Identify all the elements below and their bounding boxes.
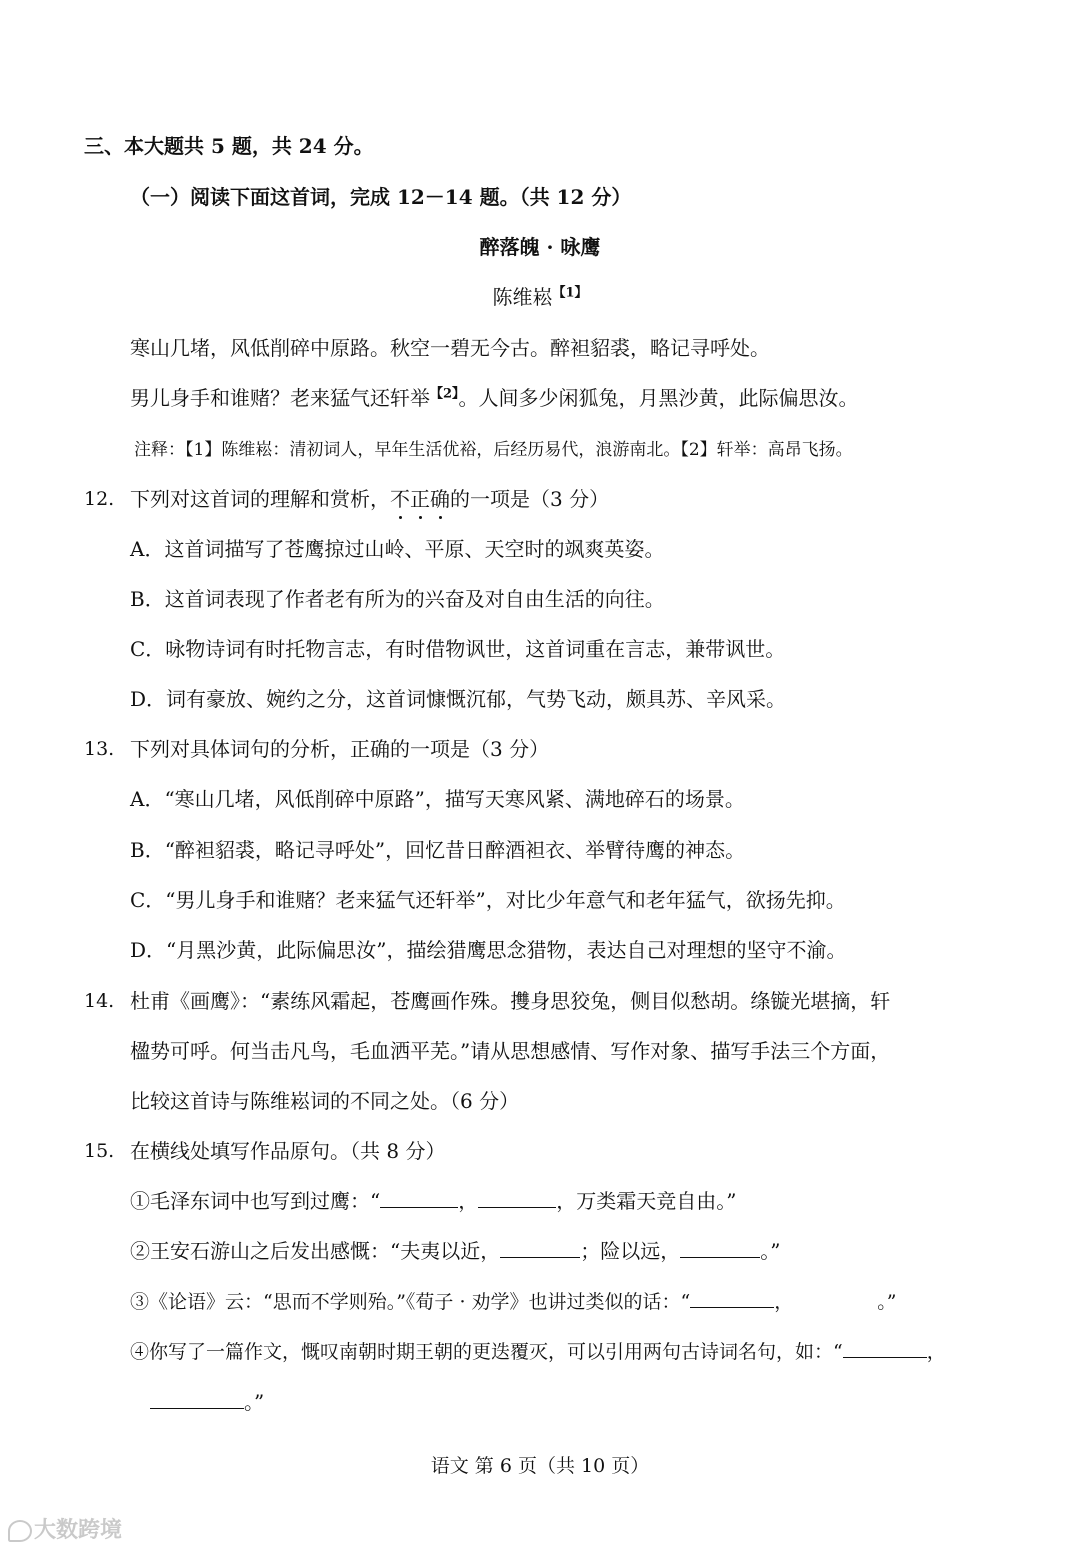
answer-blank[interactable] [690, 1289, 774, 1308]
poem-author [0, 283, 1080, 311]
q13-option-b: B．“醉袒貂裘，略记寻呼处”，回忆昔日醉酒袒衣、举臂待鹰的神态。 [130, 838, 746, 862]
section-header: 三、本大题共 5 题，共 24 分。 [84, 134, 374, 158]
watermark: 大数跨境 [8, 1513, 122, 1544]
answer-blank[interactable] [380, 1189, 458, 1208]
q13-option-c: C．“男儿身手和谁赌？老来猛气还轩举”，对比少年意气和老年猛气，欲扬先抑。 [130, 888, 846, 912]
q15-item-1: ①毛泽东词中也写到过鹰：“ ， ，万类霜天竞自由。” [130, 1189, 737, 1213]
q15-item-4: ④你写了一篇作文，慨叹南朝时期王朝的更迭覆灭，可以引用两句古诗词名句，如：“ ， [130, 1341, 946, 1363]
q13-option-a: A．“寒山几堵，风低削碎中原路”，描写天寒风紧、满地碎石的场景。 [130, 787, 745, 811]
part-one-header: （一）阅读下面这首词，完成 12－14 题。（共 12 分） [130, 185, 632, 209]
q15-item-3: ③《论语》云：“思而不学则殆。”《荀子 · 劝学》也讲过类似的话：“ ， 。” [130, 1291, 897, 1313]
q12-number: 12. [84, 488, 115, 510]
author-name: 陈维崧 [492, 285, 553, 309]
q14-number: 14. [84, 990, 115, 1012]
poem-line-2: 男儿身手和谁赌？老来猛气还轩举$^{【2】}$。人间多少闲狐兔，月黑沙黄，此际偏思汝。 [130, 386, 859, 410]
answer-blank[interactable] [793, 1289, 877, 1308]
q13-option-d: D．“月黑沙黄，此际偏思汝”，描绘猎鹰思念猎物，表达自己对理想的坚守不渝。 [130, 938, 847, 962]
emphasis-char: 不 [390, 487, 410, 511]
answer-blank[interactable] [500, 1239, 580, 1258]
q13-stem: 下列对具体词句的分析，正确的一项是（3 分） [130, 737, 550, 761]
page-footer: 语文 第 6 页（共 10 页） [430, 1455, 650, 1477]
poem-annotation: 注释：【1】陈维崧：清初词人，早年生活优裕，后经历易代，浪游南北。【2】轩举：高昂飞扬。 [134, 440, 853, 460]
q12-option-c: C．咏物诗词有时托物言志，有时借物讽世，这首词重在言志，兼带讽世。 [130, 637, 786, 661]
answer-blank[interactable] [680, 1239, 760, 1258]
poem-line-1: 寒山几堵，风低削碎中原路。秋空一碧无今古。醉袒貂裘，略记寻呼处。 [130, 336, 770, 360]
answer-blank[interactable] [843, 1339, 927, 1358]
author-note-mark: 【1】 [552, 285, 588, 301]
q12-option-d: D．词有豪放、婉约之分，这首词慷慨沉郁，气势飞动，颇具苏、辛风采。 [130, 687, 787, 711]
answer-blank[interactable] [150, 1390, 244, 1409]
q15-stem: 在横线处填写作品原句。（共 8 分） [130, 1139, 446, 1163]
q14-line-2: 楹势可呼。何当击凡鸟，毛血洒平芜。”请从思想感情、写作对象、描写手法三个方面， [130, 1039, 891, 1063]
q12-option-a: A．这首词描写了苍鹰掠过山岭、平原、天空时的飒爽英姿。 [130, 537, 665, 561]
q12-option-b: B．这首词表现了作者老有所为的兴奋及对自由生活的向往。 [130, 587, 665, 611]
q12-stem: 下列对这首词的理解和赏析，不正确的一项是（3 分） [130, 487, 610, 511]
emphasis-char: 正 [410, 487, 430, 511]
line2-note-mark: 【2】 [430, 386, 459, 402]
q15-item-2: ②王安石游山之后发出感慨：“夫夷以近， ；险以远， 。” [130, 1239, 781, 1263]
q15-item-4-cont: 。” [150, 1388, 264, 1416]
q14-line-1: 杜甫《画鹰》：“素练风霜起，苍鹰画作殊。㩳身思狡兔，侧目似愁胡。绦镟光堪摘，轩 [130, 989, 891, 1013]
q13-number: 13. [84, 738, 115, 760]
q14-line-3: 比较这首诗与陈维崧词的不同之处。（6 分） [130, 1089, 520, 1113]
emphasis-char: 确 [430, 487, 450, 511]
answer-blank[interactable] [478, 1189, 556, 1208]
q15-number: 15. [84, 1140, 115, 1162]
poem-title: 醉落魄 · 咏鹰 [479, 235, 601, 259]
watermark-logo-icon [8, 1520, 32, 1542]
